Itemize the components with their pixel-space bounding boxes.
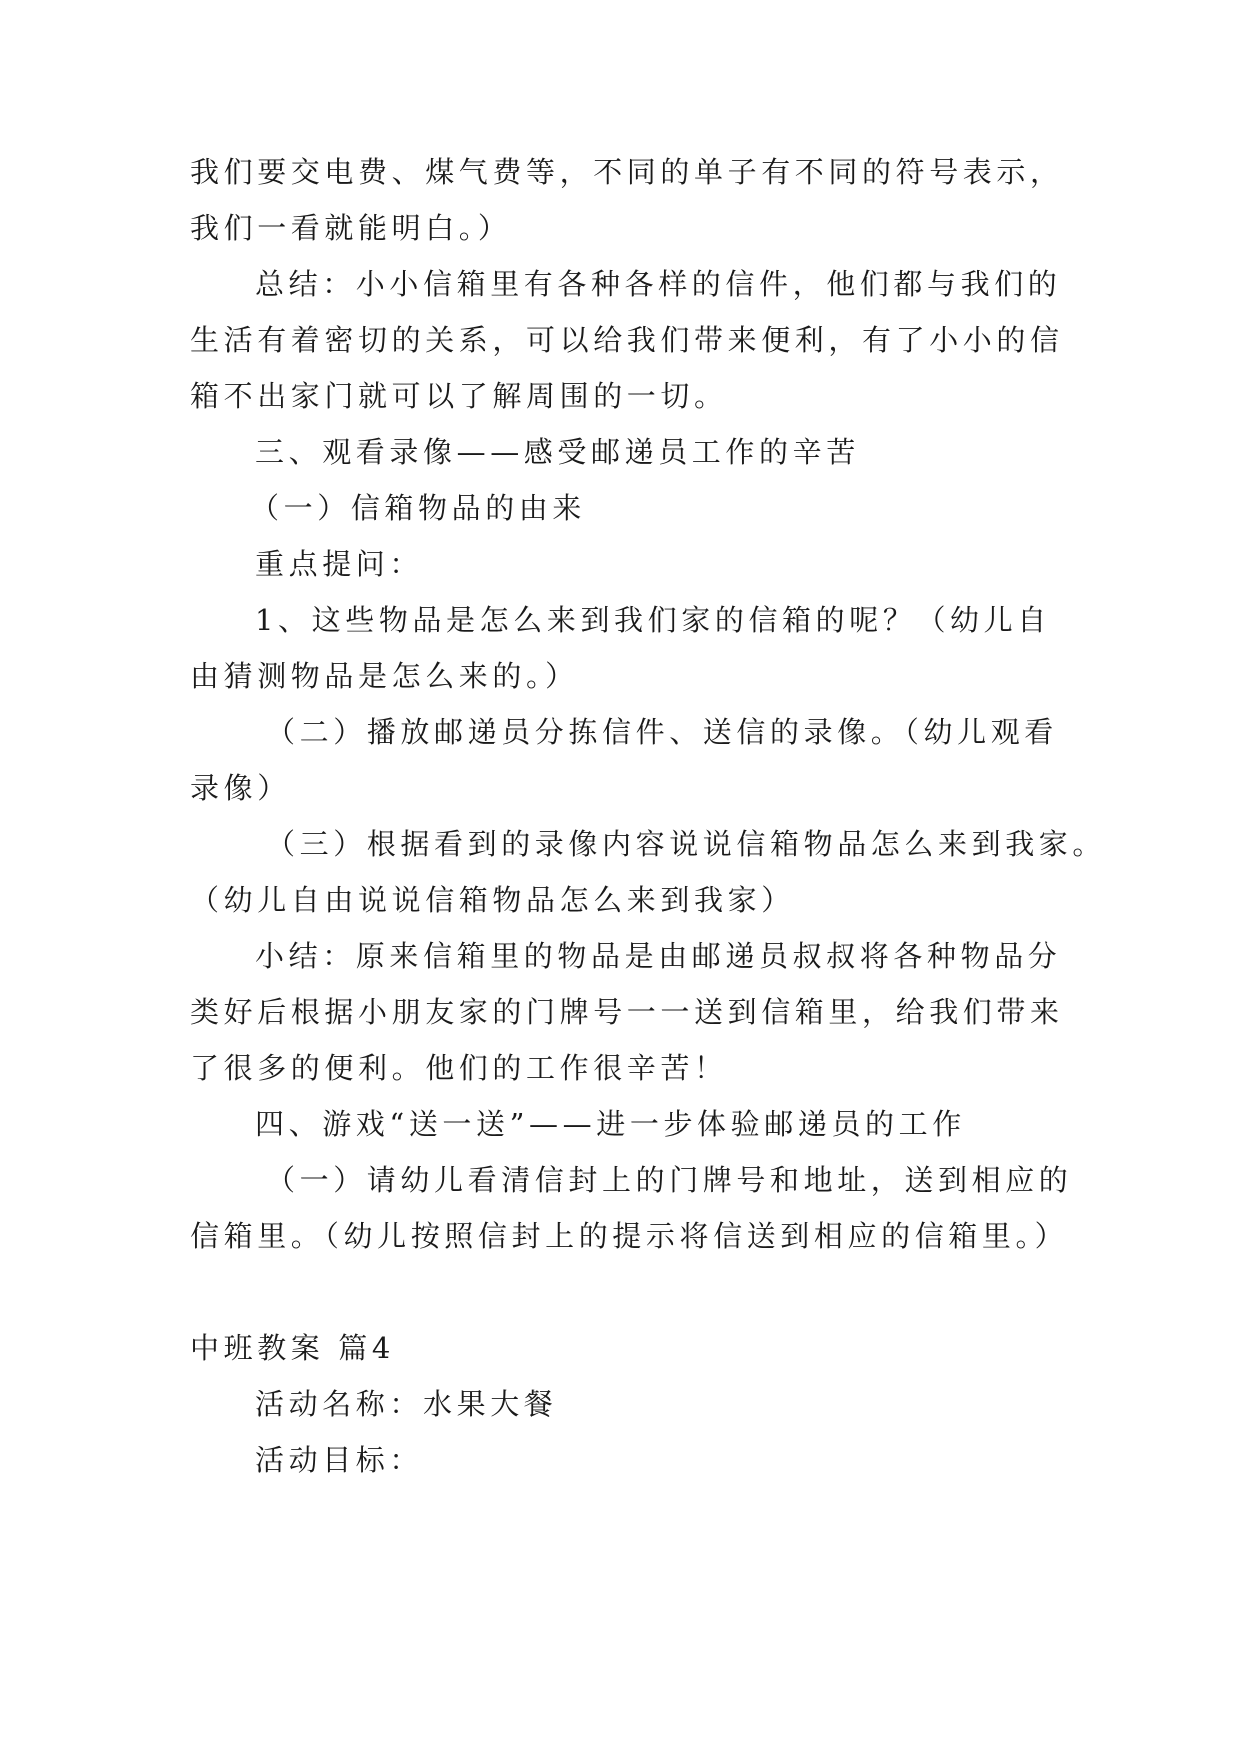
paragraph-line: 箱不出家门就可以了解周围的一切。	[190, 379, 728, 413]
paragraph-line: 录像）	[190, 771, 291, 805]
lesson-plan-title: 中班教案 篇4	[190, 1331, 395, 1365]
section-heading: 三、观看录像——感受邮递员工作的辛苦	[255, 435, 860, 469]
section-heading: 四、游戏“送一送”——进一步体验邮递员的工作	[255, 1107, 966, 1141]
paragraph-line: （幼儿自由说说信箱物品怎么来到我家）	[190, 883, 795, 917]
paragraph-line: 生活有着密切的关系，可以给我们带来便利，有了小小的信	[190, 323, 1064, 357]
paragraph-line: 由猜测物品是怎么来的。）	[190, 659, 579, 693]
paragraph-line: （二）播放邮递员分拣信件、送信的录像。（幼儿观看	[266, 715, 1058, 749]
paragraph-line: 活动名称：水果大餐	[255, 1387, 558, 1421]
paragraph-line: 活动目标：	[255, 1443, 424, 1477]
paragraph-line: （三）根据看到的录像内容说说信箱物品怎么来到我家。	[266, 827, 1107, 861]
paragraph-line: 重点提问：	[255, 547, 424, 581]
paragraph-line: 我们要交电费、煤气费等，不同的单子有不同的符号表示，	[190, 155, 1064, 189]
paragraph-line: 1、这些物品是怎么来到我们家的信箱的呢？（幼儿自	[255, 603, 1051, 637]
paragraph-line: 小结：原来信箱里的物品是由邮递员叔叔将各种物品分	[255, 939, 1062, 973]
paragraph-line: 类好后根据小朋友家的门牌号一一送到信箱里，给我们带来	[190, 995, 1064, 1029]
paragraph-line: 信箱里。（幼儿按照信封上的提示将信送到相应的信箱里。）	[190, 1219, 1069, 1253]
paragraph-line: 我们一看就能明白。）	[190, 211, 512, 245]
paragraph-line: 总结：小小信箱里有各种各样的信件，他们都与我们的	[255, 267, 1062, 301]
paragraph-line: 了很多的便利。他们的工作很辛苦！	[190, 1051, 728, 1085]
paragraph-line: （一）请幼儿看清信封上的门牌号和地址，送到相应的	[266, 1163, 1073, 1197]
subsection-heading: （一）信箱物品的由来	[250, 491, 587, 525]
